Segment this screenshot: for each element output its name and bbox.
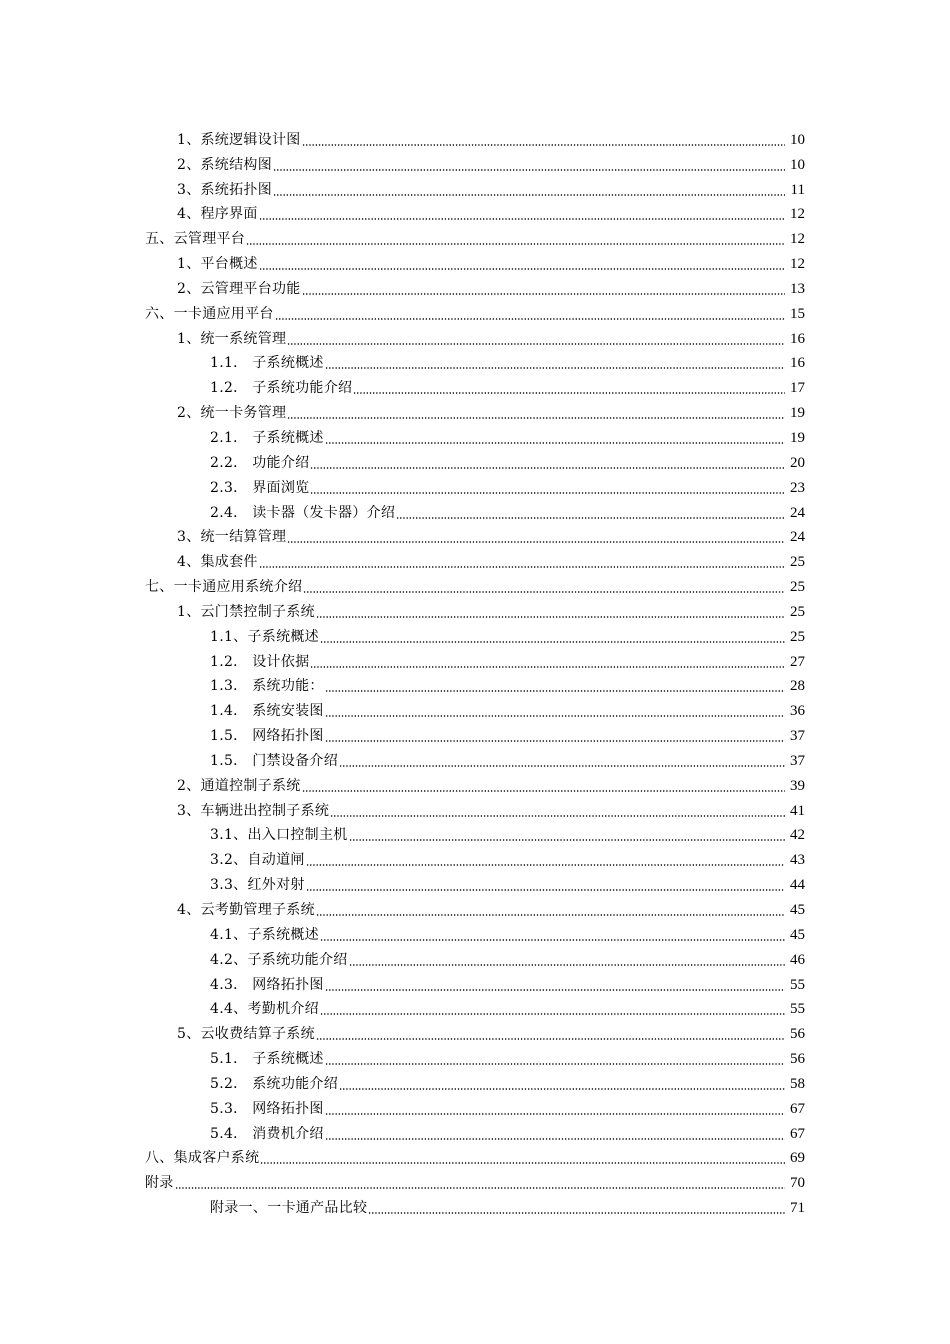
toc-entry-title: 附录 [145,1175,174,1192]
toc-entry-page-number: 37 [790,752,805,769]
toc-entry-title: 3、统一结算管理 [177,529,287,546]
toc-entry-page-number: 45 [790,926,805,943]
toc-entry-page-number: 42 [790,827,805,844]
dot-leader [368,1212,785,1214]
dot-leader [353,392,785,394]
dot-leader [273,194,785,196]
toc-entry[interactable] [0,674,950,699]
toc-entry[interactable] [0,276,950,301]
toc-entry-page-number: 69 [790,1150,805,1167]
toc-entry-page-number: 41 [790,802,805,819]
toc-entry-page-number: 67 [790,1125,805,1142]
toc-entry[interactable] [0,202,950,227]
toc-entry[interactable] [0,1121,950,1146]
dot-leader [325,715,785,717]
toc-entry-page-number: 19 [790,405,805,422]
dot-leader [325,442,785,444]
toc-entry-page-number: 16 [790,355,805,372]
toc-entry[interactable] [0,1195,950,1220]
toc-entry-title: 2.1． 子系统概述 [210,429,324,446]
toc-entry-page-number: 24 [790,504,805,521]
toc-entry-title: 4.2、子系统功能介绍 [210,951,348,968]
toc-entry-title: 1、统一系统管理 [177,330,287,347]
toc-entry-page-number: 44 [790,877,805,894]
toc-entry[interactable] [0,177,950,202]
dot-leader [175,1187,785,1189]
toc-entry-page-number: 39 [790,777,805,794]
toc-entry[interactable] [0,425,950,450]
toc-entry[interactable] [0,1071,950,1096]
toc-entry-title: 5.4． 消费机介绍 [210,1125,324,1142]
toc-entry-page-number: 70 [790,1175,805,1192]
toc-entry-page-number: 12 [790,231,805,248]
dot-leader [259,566,785,568]
toc-entry[interactable] [0,127,950,152]
toc-entry-title: 5.2． 系统功能介绍 [210,1075,339,1092]
toc-entry-title: 2.2． 功能介绍 [210,454,310,471]
toc-entry-title: 5.1． 子系统概述 [210,1051,324,1068]
toc-entry-title: 六、一卡通应用平台 [145,305,274,322]
toc-entry-title: 1.1、子系统概述 [210,628,319,645]
toc-entry[interactable] [0,326,950,351]
dot-leader [316,1038,785,1040]
dot-leader [325,989,785,991]
toc-entry-title: 1、系统逻辑设计图 [177,131,301,148]
toc-entry[interactable] [0,400,950,425]
toc-entry-page-number: 24 [790,529,805,546]
toc-entry-title: 1.5． 门禁设备介绍 [210,752,339,769]
toc-entry[interactable] [0,574,950,599]
toc-entry-page-number: 37 [790,728,805,745]
dot-leader [320,641,785,643]
dot-leader [259,218,785,220]
toc-entry-page-number: 36 [790,703,805,720]
toc-entry-page-number: 25 [790,579,805,596]
toc-entry[interactable] [0,500,950,525]
toc-entry-page-number: 58 [790,1075,805,1092]
toc-entry[interactable] [0,475,950,500]
toc-entry-title: 4.1、子系统概述 [210,926,319,943]
dot-leader [273,169,785,171]
dot-leader [275,318,785,320]
toc-entry-page-number: 20 [790,454,805,471]
dot-leader [339,1088,785,1090]
dot-leader [320,939,785,941]
toc-entry[interactable] [0,723,950,748]
toc-entry-title: 3.2、自动道闸 [210,852,305,869]
toc-entry-page-number: 43 [790,852,805,869]
toc-entry[interactable] [0,1021,950,1046]
toc-entry-title: 2、通道控制子系统 [177,777,301,794]
toc-entry[interactable] [0,947,950,972]
dot-leader [287,343,785,345]
toc-entry[interactable] [0,922,950,947]
toc-entry-title: 五、云管理平台 [145,231,246,248]
dot-leader [325,1138,785,1140]
toc-entry[interactable] [0,152,950,177]
toc-entry-page-number: 56 [790,1051,805,1068]
dot-leader [325,690,785,692]
toc-entry-page-number: 11 [790,181,805,198]
toc-entry[interactable] [0,599,950,624]
toc-entry-page-number: 16 [790,330,805,347]
toc-entry[interactable] [0,798,950,823]
dot-leader [349,964,785,966]
dot-leader [287,541,785,543]
toc-entry[interactable] [0,624,950,649]
toc-entry[interactable] [0,649,950,674]
dot-leader [316,616,785,618]
toc-entry[interactable] [0,698,950,723]
toc-entry[interactable] [0,897,950,922]
toc-entry-title: 1.5． 网络拓扑图 [210,728,324,745]
toc-entry-page-number: 56 [790,1026,805,1043]
toc-entry-title: 1.3． 系统功能： [210,678,324,695]
toc-entry-page-number: 19 [790,429,805,446]
dot-leader [303,591,785,593]
toc-entry-title: 1.2． 设计依据 [210,653,310,670]
toc-entry-title: 3.1、出入口控制主机 [210,827,348,844]
toc-entry[interactable] [0,872,950,897]
dot-leader [325,740,785,742]
toc-entry-page-number: 17 [790,380,805,397]
toc-entry-title: 5、云收费结算子系统 [177,1026,315,1043]
toc-entry-title: 附录一、一卡通产品比较 [210,1200,368,1217]
dot-leader [349,839,785,841]
toc-entry[interactable] [0,972,950,997]
toc-entry-page-number: 55 [790,1001,805,1018]
toc-entry-page-number: 12 [790,206,805,223]
dot-leader [339,765,785,767]
toc-entry[interactable] [0,450,950,475]
toc-entry-title: 5.3． 网络拓扑图 [210,1100,324,1117]
toc-entry[interactable] [0,1146,950,1171]
dot-leader [306,864,785,866]
dot-leader [302,144,785,146]
dot-leader [259,268,785,270]
dot-leader [310,492,785,494]
toc-entry[interactable] [0,251,950,276]
toc-entry-title: 1.2． 子系统功能介绍 [210,380,353,397]
toc-entry[interactable] [0,997,950,1022]
toc-entry-page-number: 25 [790,554,805,571]
toc-entry-title: 八、集成客户系统 [145,1150,260,1167]
dot-leader [260,1162,785,1164]
toc-entry-page-number: 46 [790,951,805,968]
toc-entry-title: 1、平台概述 [177,256,258,273]
toc-entry-title: 七、一卡通应用系统介绍 [145,579,303,596]
toc-entry-title: 4、程序界面 [177,206,258,223]
toc-entry[interactable] [0,1046,950,1071]
toc-entry-page-number: 25 [790,628,805,645]
dot-leader [287,417,785,419]
toc-entry-title: 3、系统拓扑图 [177,181,273,198]
toc-entry-title: 1、云门禁控制子系统 [177,603,315,620]
toc-entry-page-number: 15 [790,305,805,322]
dot-leader [306,889,785,891]
toc-entry-title: 2.3． 界面浏览 [210,479,310,496]
dot-leader [310,467,785,469]
dot-leader [316,914,785,916]
toc-entry[interactable] [0,549,950,574]
toc-entry-title: 2.4． 读卡器（发卡器）介绍 [210,504,396,521]
toc-entry[interactable] [0,375,950,400]
toc-entry-page-number: 10 [790,156,805,173]
dot-leader [302,790,785,792]
toc-entry[interactable] [0,748,950,773]
toc-entry-title: 4.4、考勤机介绍 [210,1001,319,1018]
toc-entry-page-number: 10 [790,131,805,148]
dot-leader [396,517,785,519]
toc-entry-page-number: 13 [790,280,805,297]
dot-leader [320,1013,785,1015]
toc-entry[interactable] [0,1170,950,1195]
toc-entry-page-number: 25 [790,603,805,620]
toc-entry-page-number: 71 [790,1200,805,1217]
toc-entry[interactable] [0,1096,950,1121]
toc-entry[interactable] [0,823,950,848]
toc-entry-title: 3、车辆进出控制子系统 [177,802,330,819]
table-of-contents [0,127,950,1220]
dot-leader [302,293,785,295]
toc-entry-page-number: 28 [790,678,805,695]
dot-leader [246,243,785,245]
toc-entry-page-number: 45 [790,902,805,918]
toc-entry[interactable] [0,226,950,251]
toc-entry[interactable] [0,773,950,798]
dot-leader [325,1113,785,1115]
dot-leader [330,815,785,817]
dot-leader [325,367,785,369]
dot-leader [310,666,785,668]
toc-entry-title: 4、云考勤管理子系统 [177,902,315,918]
toc-entry-title: 1.1． 子系统概述 [210,355,324,372]
dot-leader [325,1063,785,1065]
toc-entry-title: 2、云管理平台功能 [177,280,301,297]
toc-entry[interactable] [0,847,950,872]
toc-entry[interactable] [0,301,950,326]
toc-entry-page-number: 23 [790,479,805,496]
toc-entry-title: 2、系统结构图 [177,156,273,173]
toc-entry-page-number: 55 [790,976,805,993]
toc-entry-page-number: 27 [790,653,805,670]
toc-entry-page-number: 12 [790,256,805,273]
toc-entry-title: 4.3． 网络拓扑图 [210,976,324,993]
toc-entry-title: 3.3、红外对射 [210,877,305,894]
toc-entry[interactable] [0,525,950,550]
toc-entry-title: 2、统一卡务管理 [177,405,287,422]
toc-entry-title: 1.4． 系统安装图 [210,703,324,720]
toc-entry-title: 4、集成套件 [177,554,258,571]
toc-entry[interactable] [0,351,950,376]
toc-entry-page-number: 67 [790,1100,805,1117]
